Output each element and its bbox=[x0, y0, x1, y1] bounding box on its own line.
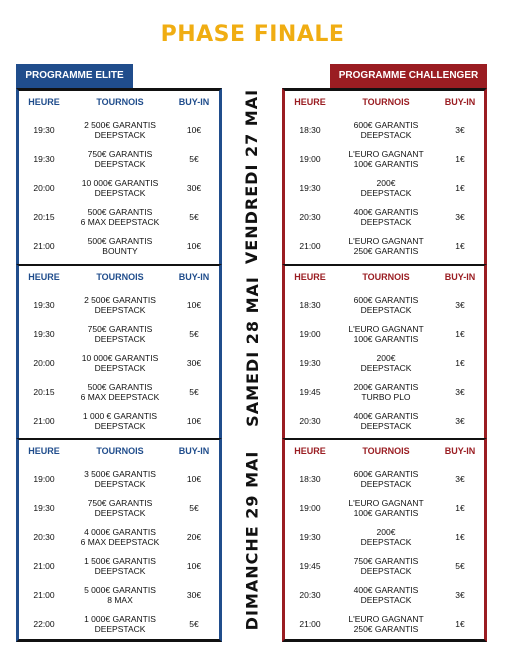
header-tournois: TOURNOIS bbox=[96, 446, 144, 456]
row-tournoi: 10 000€ GARANTIS DEEPSTACK bbox=[81, 178, 159, 198]
row-buyin: 5€ bbox=[189, 387, 199, 397]
table-row bbox=[19, 322, 219, 346]
table-row bbox=[285, 525, 484, 549]
table-header bbox=[285, 446, 484, 460]
row-buyin: 5€ bbox=[189, 619, 199, 629]
row-heure: 20:15 bbox=[33, 212, 55, 222]
table-row bbox=[285, 380, 484, 404]
row-tournoi: 400€ GARANTIS DEEPSTACK bbox=[353, 411, 419, 431]
row-heure: 19:30 bbox=[33, 125, 55, 135]
row-buyin: 1€ bbox=[455, 154, 465, 164]
table-row bbox=[285, 351, 484, 375]
row-heure: 21:00 bbox=[33, 561, 55, 571]
table-row bbox=[19, 293, 219, 317]
table-row bbox=[19, 525, 219, 549]
table-header bbox=[285, 97, 484, 111]
row-buyin: 10€ bbox=[186, 241, 202, 251]
table-row bbox=[285, 409, 484, 433]
row-tournoi: 2 500€ GARANTIS DEEPSTACK bbox=[84, 120, 156, 140]
table-row bbox=[285, 496, 484, 520]
row-buyin: 5€ bbox=[189, 154, 199, 164]
header-buyin: BUY-IN bbox=[444, 272, 476, 282]
row-heure: 18:30 bbox=[299, 300, 321, 310]
elite-day-panel bbox=[16, 88, 222, 264]
row-heure: 18:30 bbox=[299, 125, 321, 135]
table-row bbox=[285, 293, 484, 317]
row-buyin: 3€ bbox=[455, 416, 465, 426]
header-tournois: TOURNOIS bbox=[362, 272, 410, 282]
challenger-day-panel bbox=[282, 438, 487, 642]
header-heure: HEURE bbox=[28, 97, 60, 107]
row-buyin: 1€ bbox=[455, 619, 465, 629]
row-buyin: 10€ bbox=[186, 416, 202, 426]
row-tournoi: 400€ GARANTIS DEEPSTACK bbox=[353, 585, 419, 605]
day-label bbox=[242, 438, 262, 642]
row-buyin: 5€ bbox=[189, 503, 199, 513]
row-heure: 19:30 bbox=[33, 154, 55, 164]
program-challenger-tab: PROGRAMME CHALLENGER bbox=[330, 64, 487, 88]
table-header bbox=[19, 272, 219, 286]
row-heure: 19:00 bbox=[299, 329, 321, 339]
day-label bbox=[242, 264, 262, 438]
row-heure: 19:30 bbox=[33, 300, 55, 310]
row-heure: 20:00 bbox=[33, 183, 55, 193]
table-row bbox=[19, 147, 219, 171]
day-label-text: DIMANCHE 29 MAI bbox=[242, 450, 262, 630]
row-buyin: 5€ bbox=[189, 329, 199, 339]
row-buyin: 3€ bbox=[455, 387, 465, 397]
row-tournoi: 400€ GARANTIS DEEPSTACK bbox=[353, 207, 419, 227]
row-tournoi: 750€ GARANTIS DEEPSTACK bbox=[87, 498, 153, 518]
table-row bbox=[19, 176, 219, 200]
row-buyin: 10€ bbox=[186, 125, 202, 135]
challenger-day-panel bbox=[282, 264, 487, 438]
table-row bbox=[19, 205, 219, 229]
row-heure: 20:00 bbox=[33, 358, 55, 368]
row-heure: 20:30 bbox=[299, 590, 321, 600]
header-buyin: BUY-IN bbox=[178, 272, 210, 282]
row-heure: 20:30 bbox=[299, 212, 321, 222]
row-tournoi: 2 500€ GARANTIS DEEPSTACK bbox=[84, 295, 156, 315]
table-row bbox=[285, 234, 484, 258]
row-buyin: 30€ bbox=[186, 358, 202, 368]
row-heure: 19:00 bbox=[299, 503, 321, 513]
row-buyin: 3€ bbox=[455, 212, 465, 222]
table-row bbox=[285, 147, 484, 171]
row-buyin: 3€ bbox=[455, 474, 465, 484]
row-tournoi: 600€ GARANTIS DEEPSTACK bbox=[353, 469, 419, 489]
elite-day-panel bbox=[16, 264, 222, 438]
row-tournoi: 3 500€ GARANTIS DEEPSTACK bbox=[84, 469, 156, 489]
table-row bbox=[19, 380, 219, 404]
row-heure: 20:15 bbox=[33, 387, 55, 397]
header-buyin: BUY-IN bbox=[178, 97, 210, 107]
row-buyin: 3€ bbox=[455, 300, 465, 310]
row-tournoi: 500€ GARANTIS 6 MAX DEEPSTACK bbox=[80, 207, 160, 227]
row-tournoi: 600€ GARANTIS DEEPSTACK bbox=[353, 120, 419, 140]
row-buyin: 20€ bbox=[186, 532, 202, 542]
table-row bbox=[285, 467, 484, 491]
row-tournoi: 600€ GARANTIS DEEPSTACK bbox=[353, 295, 419, 315]
row-tournoi: L'EURO GAGNANT 250€ GARANTIS bbox=[348, 614, 424, 634]
table-row bbox=[285, 554, 484, 578]
table-row bbox=[285, 583, 484, 607]
row-tournoi: L'EURO GAGNANT 100€ GARANTIS bbox=[348, 498, 424, 518]
row-heure: 19:30 bbox=[299, 183, 321, 193]
header-buyin: BUY-IN bbox=[444, 446, 476, 456]
row-tournoi: 200€ DEEPSTACK bbox=[360, 178, 412, 198]
row-heure: 19:45 bbox=[299, 561, 321, 571]
row-buyin: 10€ bbox=[186, 300, 202, 310]
row-tournoi: L'EURO GAGNANT 250€ GARANTIS bbox=[348, 236, 424, 256]
header-tournois: TOURNOIS bbox=[362, 97, 410, 107]
row-heure: 19:30 bbox=[299, 358, 321, 368]
row-buyin: 3€ bbox=[455, 125, 465, 135]
page-title: PHASE FINALE bbox=[160, 22, 345, 47]
row-tournoi: 500€ GARANTIS 6 MAX DEEPSTACK bbox=[80, 382, 160, 402]
program-elite-tab: PROGRAMME ELITE bbox=[16, 64, 133, 88]
table-row bbox=[285, 118, 484, 142]
row-heure: 19:00 bbox=[299, 154, 321, 164]
header-tournois: TOURNOIS bbox=[96, 272, 144, 282]
row-heure: 21:00 bbox=[33, 241, 55, 251]
table-row bbox=[285, 322, 484, 346]
day-label bbox=[242, 88, 262, 264]
header-tournois: TOURNOIS bbox=[96, 97, 144, 107]
table-row bbox=[285, 176, 484, 200]
row-tournoi: 5 000€ GARANTIS 8 MAX bbox=[84, 585, 156, 605]
row-tournoi: 4 000€ GARANTIS 6 MAX DEEPSTACK bbox=[80, 527, 160, 547]
row-buyin: 5€ bbox=[455, 561, 465, 571]
row-buyin: 1€ bbox=[455, 503, 465, 513]
challenger-day-panel bbox=[282, 88, 487, 264]
row-tournoi: 500€ GARANTIS BOUNTY bbox=[87, 236, 153, 256]
table-row bbox=[285, 205, 484, 229]
row-tournoi: 200€ DEEPSTACK bbox=[360, 527, 412, 547]
row-heure: 19:30 bbox=[33, 329, 55, 339]
row-heure: 19:45 bbox=[299, 387, 321, 397]
table-header bbox=[19, 446, 219, 460]
header-heure: HEURE bbox=[28, 272, 60, 282]
row-heure: 18:30 bbox=[299, 474, 321, 484]
row-heure: 20:30 bbox=[33, 532, 55, 542]
header-heure: HEURE bbox=[294, 446, 326, 456]
row-buyin: 5€ bbox=[189, 212, 199, 222]
table-row bbox=[19, 234, 219, 258]
row-tournoi: 750€ GARANTIS DEEPSTACK bbox=[353, 556, 419, 576]
row-heure: 19:00 bbox=[33, 474, 55, 484]
table-row bbox=[285, 612, 484, 636]
row-heure: 21:00 bbox=[33, 416, 55, 426]
row-heure: 19:30 bbox=[33, 503, 55, 513]
row-buyin: 1€ bbox=[455, 183, 465, 193]
header-tournois: TOURNOIS bbox=[362, 446, 410, 456]
header-heure: HEURE bbox=[294, 97, 326, 107]
row-buyin: 1€ bbox=[455, 241, 465, 251]
day-label-text: SAMEDI 28 MAI bbox=[242, 275, 262, 427]
table-row bbox=[19, 496, 219, 520]
row-tournoi: 1 500€ GARANTIS DEEPSTACK bbox=[84, 556, 156, 576]
row-heure: 21:00 bbox=[299, 619, 321, 629]
table-row bbox=[19, 554, 219, 578]
row-buyin: 10€ bbox=[186, 561, 202, 571]
row-tournoi: L'EURO GAGNANT 100€ GARANTIS bbox=[348, 324, 424, 344]
table-row bbox=[19, 612, 219, 636]
header-heure: HEURE bbox=[28, 446, 60, 456]
row-tournoi: 1 000€ GARANTIS DEEPSTACK bbox=[84, 614, 156, 634]
row-buyin: 30€ bbox=[186, 183, 202, 193]
row-heure: 20:30 bbox=[299, 416, 321, 426]
table-row bbox=[19, 351, 219, 375]
row-tournoi: 750€ GARANTIS DEEPSTACK bbox=[87, 324, 153, 344]
row-buyin: 30€ bbox=[186, 590, 202, 600]
table-row bbox=[19, 583, 219, 607]
row-heure: 22:00 bbox=[33, 619, 55, 629]
row-tournoi: 200€ GARANTIS TURBO PLO bbox=[353, 382, 419, 402]
row-buyin: 1€ bbox=[455, 329, 465, 339]
row-heure: 21:00 bbox=[33, 590, 55, 600]
elite-day-panel bbox=[16, 438, 222, 642]
row-buyin: 1€ bbox=[455, 358, 465, 368]
day-label-text: VENDREDI 27 MAI bbox=[242, 88, 262, 264]
header-heure: HEURE bbox=[294, 272, 326, 282]
table-row bbox=[19, 409, 219, 433]
row-heure: 19:30 bbox=[299, 532, 321, 542]
row-tournoi: L'EURO GAGNANT 100€ GARANTIS bbox=[348, 149, 424, 169]
row-buyin: 3€ bbox=[455, 590, 465, 600]
row-tournoi: 200€ DEEPSTACK bbox=[360, 353, 412, 373]
header-buyin: BUY-IN bbox=[178, 446, 210, 456]
table-header bbox=[19, 97, 219, 111]
row-tournoi: 10 000€ GARANTIS DEEPSTACK bbox=[81, 353, 159, 373]
row-tournoi: 1 000 € GARANTIS DEEPSTACK bbox=[82, 411, 158, 431]
row-buyin: 1€ bbox=[455, 532, 465, 542]
table-row bbox=[19, 467, 219, 491]
row-buyin: 10€ bbox=[186, 474, 202, 484]
row-tournoi: 750€ GARANTIS DEEPSTACK bbox=[87, 149, 153, 169]
table-row bbox=[19, 118, 219, 142]
header-buyin: BUY-IN bbox=[444, 97, 476, 107]
table-header bbox=[285, 272, 484, 286]
row-heure: 21:00 bbox=[299, 241, 321, 251]
